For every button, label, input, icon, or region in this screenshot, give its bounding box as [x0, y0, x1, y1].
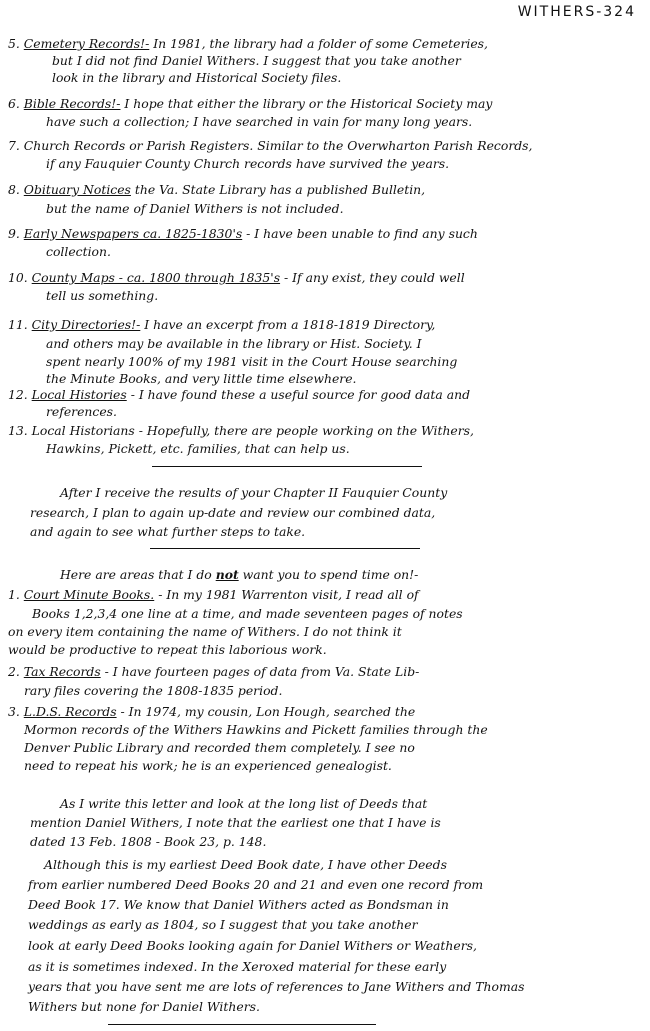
list-item-text: - I have been unable to find any such	[246, 226, 478, 241]
list-item-10-line-1	[8, 270, 465, 285]
areas-intro	[60, 567, 418, 582]
list-item-5-line-2: but I did not find Daniel Withers. I suggest that you take another	[52, 53, 461, 68]
paragraph-line-3: and again to see what further steps to take.	[30, 524, 306, 539]
list-item-text: - I have found these a useful source for good data and	[130, 387, 471, 402]
list-item-11-line-4: the Minute Books, and very little time elsewhere.	[46, 371, 357, 386]
closing-line-4: Although this is my earliest Deed Book date, I have other Deeds	[44, 857, 447, 872]
list-item-text: - Hopefully, there are people working on the Withers,	[138, 423, 474, 438]
list-item-number: 8.	[8, 182, 20, 197]
list-item-13-line-1	[8, 423, 474, 438]
closing-line-9: as it is sometimes indexed. In the Xeroxed material for these early	[28, 959, 447, 974]
list-item-text: the Va. State Library has a published Bulletin,	[134, 182, 426, 197]
areas-intro-after: want you to spend time on!-	[242, 567, 419, 582]
list-item-8-line-2: but the name of Daniel Withers is not included.	[46, 201, 344, 216]
document-reference: WITHERS-324	[517, 4, 636, 20]
area-item-2-line-2: rary files covering the 1808-1835 period.	[24, 683, 283, 698]
list-item-title: Tax Records	[23, 664, 101, 679]
area-item-3-line-3: Denver Public Library and recorded them completely. I see no	[24, 740, 415, 755]
list-item-number: 2.	[8, 664, 20, 679]
list-item-title: Local Histories	[31, 387, 127, 402]
list-item-13-line-2: Hawkins, Pickett, etc. families, that can help us.	[46, 441, 350, 456]
list-item-9-line-1	[8, 226, 478, 241]
areas-intro-emphasis: not	[215, 567, 239, 582]
list-item-title: Early Newspapers ca. 1825-1830's	[23, 226, 243, 241]
list-item-5-line-3: look in the library and Historical Society files.	[52, 70, 342, 85]
list-item-11-line-1	[8, 317, 435, 332]
closing-line-11: Withers but none for Daniel Withers.	[28, 999, 260, 1014]
list-item-5-line-1	[8, 36, 488, 51]
closing-line-3: dated 13 Feb. 1808 - Book 23, p. 148.	[30, 834, 267, 849]
list-item-text: - I have fourteen pages of data from Va. State Lib-	[104, 664, 420, 679]
area-item-1-line-3: on every item containing the name of Withers. I do not think it	[8, 624, 402, 639]
list-item-title: Church Records or Parish Registers.	[23, 138, 254, 153]
list-item-number: 10.	[8, 270, 28, 285]
list-item-text: In 1981, the library had a folder of some Cemeteries,	[153, 36, 488, 51]
list-item-8-line-1	[8, 182, 425, 197]
list-item-10-line-2: tell us something.	[46, 288, 159, 303]
list-item-11-line-2: and others may be available in the library or Hist. Society. I	[46, 336, 422, 351]
list-item-title: City Directories!-	[31, 317, 141, 332]
area-item-3-line-4: need to repeat his work; he is an experienced genealogist.	[24, 758, 392, 773]
list-item-text: I have an excerpt from a 1818-1819 Directory,	[144, 317, 436, 332]
closing-line-1: As I write this letter and look at the long list of Deeds that	[60, 796, 428, 811]
list-item-7-line-1	[8, 138, 532, 153]
closing-line-7: weddings as early as 1804, so I suggest that you take another	[28, 917, 418, 932]
list-item-title: Obituary Notices	[23, 182, 131, 197]
area-item-2-line-1	[8, 664, 419, 679]
list-item-number: 13.	[8, 423, 28, 438]
closing-line-6: Deed Book 17. We know that Daniel Withers acted as Bondsman in	[28, 897, 449, 912]
list-item-number: 12.	[8, 387, 28, 402]
section-divider	[152, 466, 422, 467]
list-item-title: Court Minute Books.	[23, 587, 155, 602]
list-item-number: 3.	[8, 704, 20, 719]
list-item-text: - In my 1981 Warrenton visit, I read all of	[158, 587, 419, 602]
paragraph-line-1: After I receive the results of your Chapter II Fauquier County	[60, 485, 448, 500]
list-item-number: 11.	[8, 317, 28, 332]
section-divider	[150, 548, 420, 549]
closing-line-2: mention Daniel Withers, I note that the earliest one that I have is	[30, 815, 441, 830]
section-divider	[108, 1024, 376, 1025]
area-item-3-line-1	[8, 704, 415, 719]
list-item-text: - If any exist, they could well	[284, 270, 465, 285]
list-item-number: 5.	[8, 36, 20, 51]
list-item-title: Cemetery Records!-	[23, 36, 150, 51]
list-item-title: County Maps - ca. 1800 through 1835's	[31, 270, 281, 285]
list-item-9-line-2: collection.	[46, 244, 111, 259]
list-item-7-line-2: if any Fauquier County Church records have survived the years.	[46, 156, 450, 171]
list-item-title: Bible Records!-	[23, 96, 121, 111]
closing-line-5: from earlier numbered Deed Books 20 and 21 and even one record from	[28, 877, 484, 892]
list-item-6-line-1	[8, 96, 492, 111]
closing-line-10: years that you have sent me are lots of references to Jane Withers and Thomas	[28, 979, 525, 994]
area-item-1-line-2: Books 1,2,3,4 one line at a time, and made seventeen pages of notes	[32, 606, 463, 621]
list-item-11-line-3: spent nearly 100% of my 1981 visit in the Court House searching	[46, 354, 458, 369]
list-item-text: - In 1974, my cousin, Lon Hough, searched the	[120, 704, 416, 719]
list-item-12-line-2: references.	[46, 404, 117, 419]
list-item-number: 7.	[8, 138, 20, 153]
list-item-title: L.D.S. Records	[23, 704, 117, 719]
list-item-text: I hope that either the library or the Historical Society may	[124, 96, 493, 111]
list-item-number: 9.	[8, 226, 20, 241]
list-item-text: Similar to the Overwharton Parish Records,	[257, 138, 533, 153]
area-item-1-line-1	[8, 587, 419, 602]
list-item-number: 1.	[8, 587, 20, 602]
list-item-number: 6.	[8, 96, 20, 111]
area-item-1-line-4: would be productive to repeat this laborious work.	[8, 642, 327, 657]
list-item-6-line-2: have such a collection; I have searched in vain for many long years.	[46, 114, 473, 129]
area-item-3-line-2: Mormon records of the Withers Hawkins and Pickett families through the	[24, 722, 488, 737]
paragraph-line-2: research, I plan to again up-date and review our combined data,	[30, 505, 436, 520]
areas-intro-before: Here are areas that I do	[60, 567, 212, 582]
closing-line-8: look at early Deed Books looking again for Daniel Withers or Weathers,	[28, 938, 477, 953]
list-item-title: Local Historians	[31, 423, 135, 438]
list-item-12-line-1	[8, 387, 470, 402]
